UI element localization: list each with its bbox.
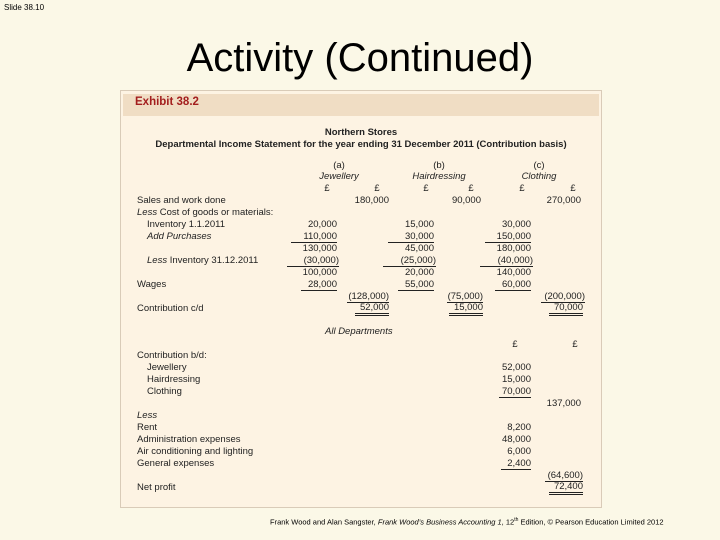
expense-label-general: General expenses bbox=[137, 458, 215, 469]
inventory-close-a: (30,000) bbox=[287, 255, 339, 267]
slide-number: Slide 38.10 bbox=[4, 3, 45, 12]
all-departments-heading: All Departments bbox=[325, 326, 393, 337]
wages-b: 55,000 bbox=[398, 279, 434, 291]
currency-b1: £ bbox=[423, 183, 429, 194]
currency-all-1: £ bbox=[512, 339, 518, 350]
row-label-wages: Wages bbox=[137, 279, 167, 290]
currency-c2: £ bbox=[570, 183, 576, 194]
purchases-a: 110,000 bbox=[291, 231, 337, 243]
subtotal-a: 130,000 bbox=[302, 243, 337, 254]
row-label-cogs: Less Cost of goods or materials: bbox=[137, 207, 274, 218]
dept-b-name: Hairdressing bbox=[412, 171, 466, 182]
wages-c: 60,000 bbox=[495, 279, 531, 291]
contribution-item-value-clothing: 70,000 bbox=[499, 386, 531, 398]
expense-value-general: 2,400 bbox=[501, 458, 531, 470]
wages-a: 28,000 bbox=[301, 279, 337, 291]
contribution-item-label-hairdressing: Hairdressing bbox=[147, 374, 201, 385]
purchases-b: 30,000 bbox=[388, 231, 434, 243]
total-contribution: 137,000 bbox=[546, 398, 581, 409]
sales-c: 270,000 bbox=[546, 195, 581, 206]
row-label-add-purchases: Add Purchases bbox=[147, 231, 212, 242]
currency-all-2: £ bbox=[572, 339, 578, 350]
contribution-cd-b: 15,000 bbox=[449, 302, 483, 316]
subtotal-b: 45,000 bbox=[404, 243, 434, 254]
total-costs-a: (128,000) bbox=[348, 291, 389, 302]
exhibit-label: Exhibit 38.2 bbox=[135, 96, 199, 108]
expense-value-air-conditioning: 6,000 bbox=[507, 446, 531, 457]
contribution-item-label-clothing: Clothing bbox=[147, 386, 182, 397]
company-name: Northern Stores bbox=[324, 127, 398, 138]
subtotal-c: 180,000 bbox=[496, 243, 531, 254]
contribution-item-value-hairdressing: 15,000 bbox=[501, 374, 531, 385]
currency-b2: £ bbox=[468, 183, 474, 194]
currency-a1: £ bbox=[324, 183, 330, 194]
dept-c-letter: (c) bbox=[533, 160, 545, 171]
inventory-open-a: 20,000 bbox=[307, 219, 337, 230]
inventory-open-c: 30,000 bbox=[501, 219, 531, 230]
slide-title: Activity (Continued) bbox=[186, 36, 534, 80]
footer-citation: Frank Wood and Alan Sangster, Frank Wood’s Business Accounting 1, 12th Edition, © Pearson Education Limited 2012 bbox=[270, 517, 664, 527]
dept-c-name: Clothing bbox=[521, 171, 557, 182]
after-inventory-c: 140,000 bbox=[496, 267, 531, 278]
expense-label-air-conditioning: Air conditioning and lighting bbox=[137, 446, 254, 457]
dept-a-name: Jewellery bbox=[319, 171, 359, 182]
inventory-close-c: (40,000) bbox=[480, 255, 533, 267]
total-costs-c: (200,000) bbox=[541, 291, 585, 303]
after-inventory-a: 100,000 bbox=[302, 267, 337, 278]
row-label-contribution-cd: Contribution c/d bbox=[137, 303, 204, 314]
contribution-cd-a: 52,000 bbox=[355, 302, 389, 316]
purchases-c: 150,000 bbox=[485, 231, 531, 243]
exhibit-panel bbox=[120, 90, 602, 508]
expense-value-admin: 48,000 bbox=[501, 434, 531, 445]
currency-c1: £ bbox=[519, 183, 525, 194]
dept-a-letter: (a) bbox=[333, 160, 345, 171]
sales-a: 180,000 bbox=[354, 195, 389, 206]
total-expenses: (64,600) bbox=[545, 470, 583, 482]
inventory-open-b: 15,000 bbox=[404, 219, 434, 230]
contribution-item-value-jewellery: 52,000 bbox=[501, 362, 531, 373]
row-label-contribution-bd: Contribution b/d: bbox=[137, 350, 207, 361]
row-label-inventory-open: Inventory 1.1.2011 bbox=[147, 219, 225, 230]
row-label-net-profit: Net profit bbox=[137, 482, 176, 493]
row-label-sales: Sales and work done bbox=[137, 195, 226, 206]
row-label-less: Less bbox=[137, 410, 158, 421]
row-label-inventory-close: Less Inventory 31.12.2011 bbox=[147, 255, 259, 266]
after-inventory-b: 20,000 bbox=[404, 267, 434, 278]
expense-label-rent: Rent bbox=[137, 422, 158, 433]
total-costs-b: (75,000) bbox=[447, 291, 483, 302]
inventory-close-b: (25,000) bbox=[383, 255, 436, 267]
statement-title: Departmental Income Statement for the year ending 31 December 2011 (Contribution basis) bbox=[155, 139, 567, 150]
currency-a2: £ bbox=[374, 183, 380, 194]
contribution-cd-c: 70,000 bbox=[549, 302, 583, 316]
sales-b: 90,000 bbox=[451, 195, 481, 206]
net-profit-value: 72,400 bbox=[549, 481, 583, 495]
expense-value-rent: 8,200 bbox=[507, 422, 531, 433]
dept-b-letter: (b) bbox=[433, 160, 445, 171]
contribution-item-label-jewellery: Jewellery bbox=[147, 362, 187, 373]
expense-label-admin: Administration expenses bbox=[137, 434, 241, 445]
